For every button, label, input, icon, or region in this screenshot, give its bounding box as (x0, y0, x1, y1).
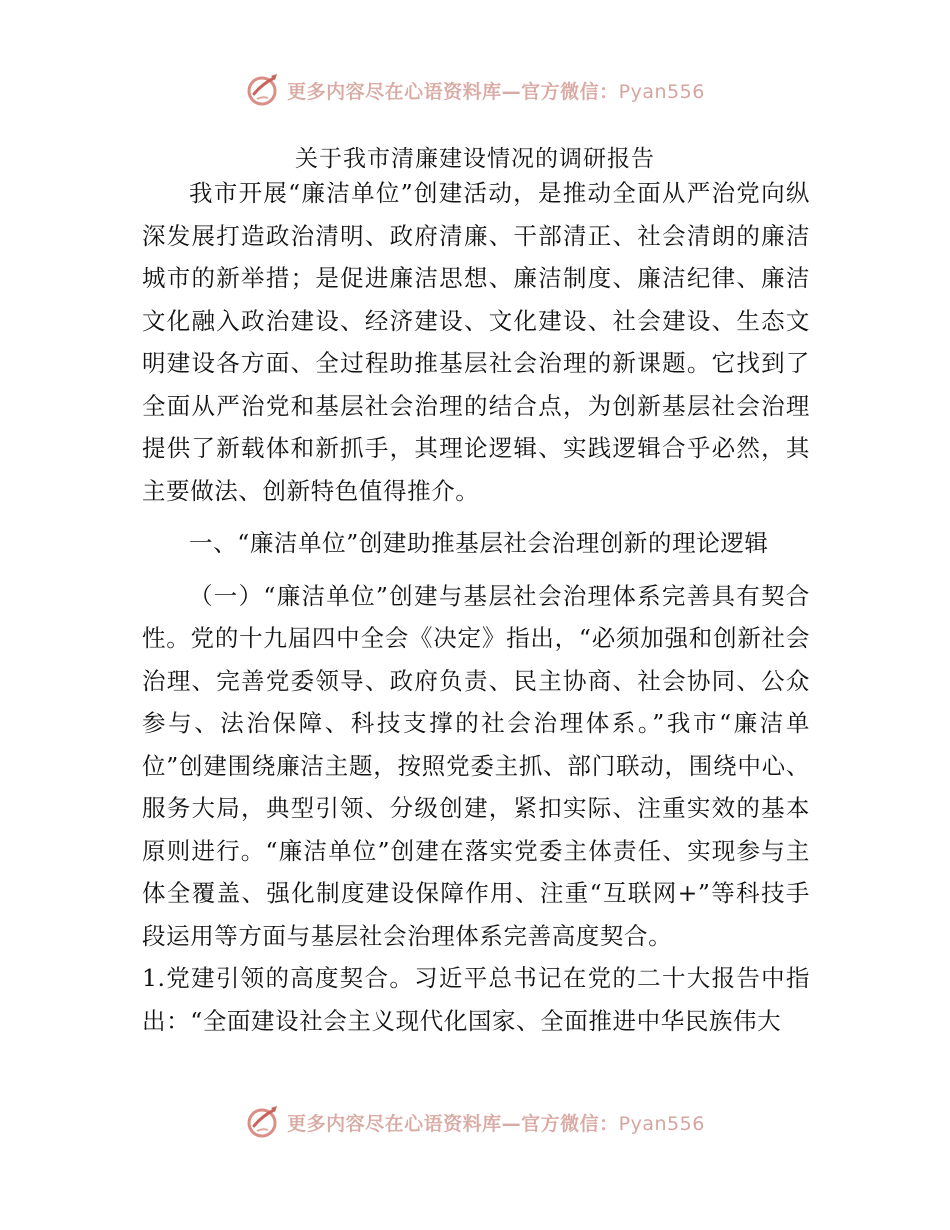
document-title: 关于我市清廉建设情况的调研报告 (295, 146, 655, 172)
watermark-wechat-id: Pyan556 (618, 80, 705, 103)
watermark-label: 更多内容尽在心语资料库—官方微信： (287, 80, 619, 103)
watermark-wechat-id: Pyan556 (618, 1112, 705, 1135)
numbered-paragraph: 1.党建引领的高度契合。习近平总书记在党的二十大报告中指出：“全面建设社会主义现代化国家、全面推进中华民族伟大 (142, 964, 810, 1035)
pen-logo-icon (245, 1104, 281, 1140)
document-body (142, 172, 810, 1042)
watermark-text (287, 77, 705, 104)
watermark-text (287, 1109, 705, 1136)
watermark-label: 更多内容尽在心语资料库—官方微信： (287, 1112, 619, 1135)
body-paragraph: （一）“廉洁单位”创建与基层社会治理体系完善具有契合性。党的十九届四中全会《决定》指出，“必须加强和创新社会治理、完善党委领导、政府负责、民主协商、社会协同、公众参与、法治保障、科技支撑的社会治理体系。”我市“廉洁单位”创建围绕廉洁主题，按照党委主抓、部门联动，围绕中心、服务大局，典型引领、分级创建，紧扣实际、注重实效的基本原则进行。“廉洁单位”创建在落实党委主体责任、实现参与主体全覆盖、强化制度建设保障作用、注重“互联网+”等科技手段运用等方面与基层社会治理体系完善高度契合。 (142, 581, 810, 950)
body-paragraph: 我市开展“廉洁单位”创建活动，是推动全面从严治党向纵深发展打造政治清明、政府清廉、干部清正、社会清朗的廉洁城市的新举措；是促进廉洁思想、廉洁制度、廉洁纪律、廉洁文化融入政治建设、经济建设、文化建设、社会建设、生态文明建设各方面、全过程助推基层社会治理的新课题。它找到了全面从严治党和基层社会治理的结合点，为创新基层社会治理提供了新载体和新抓手，其理论逻辑、实践逻辑合乎必然，其主要做法、创新特色值得推介。 (142, 179, 810, 505)
header-watermark (0, 70, 950, 110)
section-heading: 一、“廉洁单位”创建助推基层社会治理创新的理论逻辑 (189, 529, 769, 557)
footer-watermark (0, 1102, 950, 1142)
pen-logo-icon (245, 72, 281, 108)
